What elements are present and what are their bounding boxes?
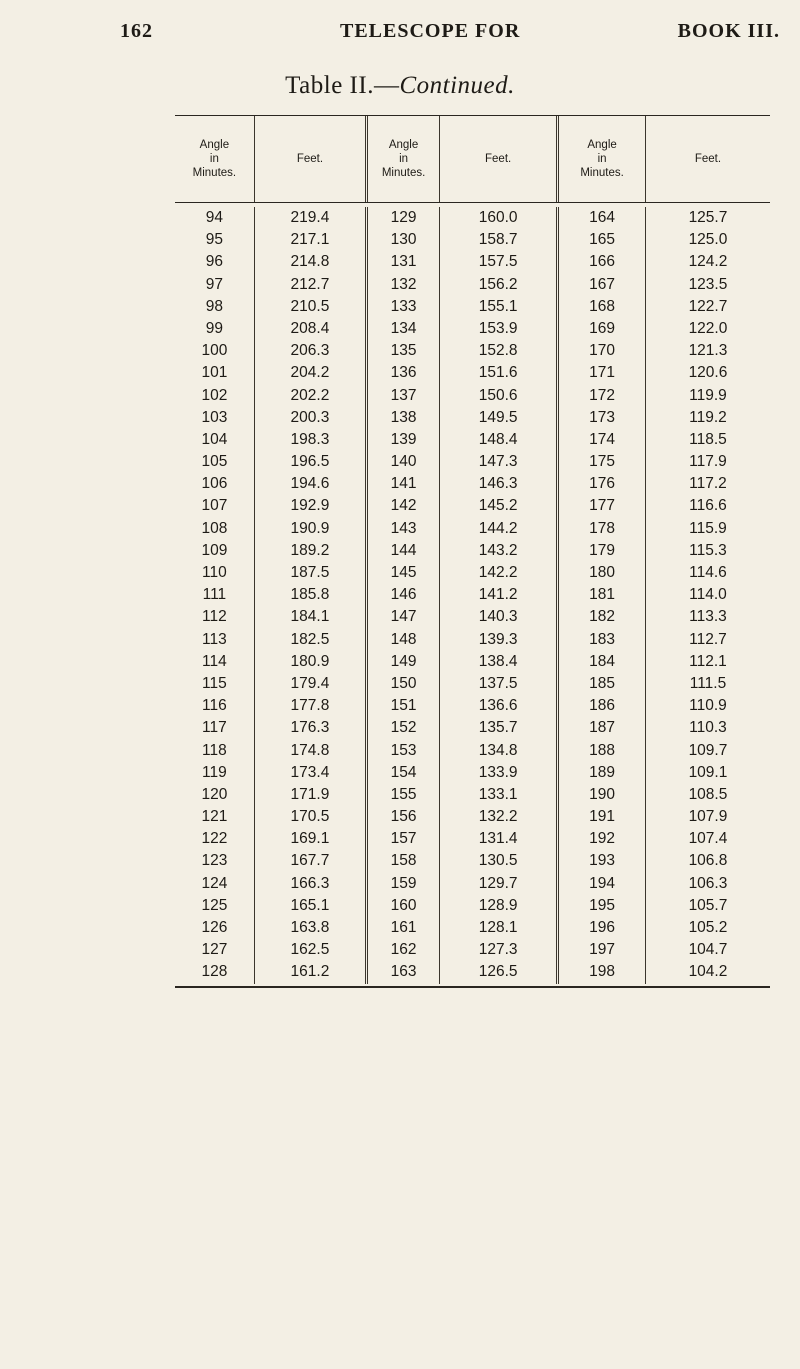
- cell-feet: 166.3: [255, 873, 368, 895]
- cell-angle: 198: [559, 961, 646, 983]
- cell-angle: 179: [559, 540, 646, 562]
- cell-feet: 150.6: [440, 385, 559, 407]
- cell-angle: 144: [368, 540, 440, 562]
- table-row: [175, 207, 770, 229]
- cell-feet: 204.2: [255, 362, 368, 384]
- cell-angle: 121: [175, 806, 255, 828]
- cell-angle: 153: [368, 740, 440, 762]
- cell-feet: 176.3: [255, 717, 368, 739]
- table-row: [175, 784, 770, 806]
- cell-feet: 202.2: [255, 385, 368, 407]
- cell-angle: 105: [175, 451, 255, 473]
- cell-angle: 141: [368, 473, 440, 495]
- cell-angle: 151: [368, 695, 440, 717]
- cell-angle: 101: [175, 362, 255, 384]
- table-row: [175, 495, 770, 517]
- cell-angle: 102: [175, 385, 255, 407]
- cell-feet: 179.4: [255, 673, 368, 695]
- cell-feet: 133.9: [440, 762, 559, 784]
- cell-feet: 122.7: [688, 297, 728, 315]
- cell-feet: 135.7: [440, 717, 559, 739]
- cell-angle: 192: [559, 828, 646, 850]
- cell-angle: 168: [559, 296, 646, 318]
- cell-angle: 111: [175, 584, 255, 606]
- cell-feet: 151.6: [440, 362, 559, 384]
- cell-feet: 109.7: [688, 741, 728, 759]
- table-row: [175, 917, 770, 939]
- cell-feet: 217.1: [255, 229, 368, 251]
- table-row: [175, 895, 770, 917]
- cell-angle: 120: [175, 784, 255, 806]
- cell-feet: 182.5: [255, 629, 368, 651]
- header-feet-1: [255, 116, 368, 202]
- header-text: Angle: [199, 139, 230, 151]
- cell-feet: 161.2: [255, 961, 368, 983]
- running-head: [120, 20, 780, 50]
- cell-feet: 125.7: [688, 209, 728, 226]
- cell-angle: 166: [559, 251, 646, 273]
- cell-feet: 133.1: [440, 784, 559, 806]
- table-row: [175, 695, 770, 717]
- cell-feet: 123.5: [688, 275, 728, 293]
- cell-feet: 169.1: [255, 828, 368, 850]
- cell-angle: 103: [175, 407, 255, 429]
- cell-angle: 99: [175, 318, 255, 340]
- table-row: [175, 584, 770, 606]
- cell-angle: 96: [175, 251, 255, 273]
- cell-angle: 131: [368, 251, 440, 273]
- cell-angle: 156: [368, 806, 440, 828]
- cell-feet: 126.5: [440, 961, 559, 983]
- cell-feet: 104.7: [688, 941, 728, 959]
- table-title-label: Table II.—: [285, 72, 400, 99]
- cell-angle: 185: [559, 673, 646, 695]
- cell-angle: 158: [368, 850, 440, 872]
- cell-feet: 111.5: [689, 674, 727, 692]
- table-row: [175, 362, 770, 384]
- cell-feet: 170.5: [255, 806, 368, 828]
- cell-angle: 184: [559, 651, 646, 673]
- table-title-continued: Continued.: [399, 72, 515, 99]
- cell-feet: 210.5: [255, 296, 368, 318]
- cell-angle: 172: [559, 385, 646, 407]
- cell-angle: 193: [559, 850, 646, 872]
- cell-angle: 150: [368, 673, 440, 695]
- table-row: [175, 961, 770, 983]
- cell-angle: 110: [175, 562, 255, 584]
- cell-angle: 112: [175, 606, 255, 628]
- cell-feet: 190.9: [255, 518, 368, 540]
- cell-feet: 160.0: [440, 207, 559, 229]
- cell-feet: 167.7: [255, 850, 368, 872]
- header-text: Minutes.: [381, 167, 426, 179]
- table-row: [175, 274, 770, 296]
- table-row: [175, 451, 770, 473]
- cell-feet: 147.3: [440, 451, 559, 473]
- header-text: in: [209, 153, 219, 165]
- cell-angle: 180: [559, 562, 646, 584]
- cell-feet: 185.8: [255, 584, 368, 606]
- cell-feet: 143.2: [440, 540, 559, 562]
- table-row: [175, 518, 770, 540]
- header-text: in: [597, 153, 607, 165]
- table-row: [175, 562, 770, 584]
- cell-angle: 195: [559, 895, 646, 917]
- cell-angle: 94: [175, 207, 255, 229]
- table-row: [175, 651, 770, 673]
- cell-feet: 184.1: [255, 606, 368, 628]
- cell-angle: 98: [175, 296, 255, 318]
- cell-angle: 128: [175, 961, 255, 983]
- cell-feet: 114.0: [689, 586, 727, 604]
- cell-feet: 146.3: [440, 473, 559, 495]
- cell-feet: 128.9: [440, 895, 559, 917]
- header-feet-2: [440, 116, 559, 202]
- cell-angle: 97: [175, 274, 255, 296]
- cell-angle: 145: [368, 562, 440, 584]
- cell-angle: 164: [559, 207, 646, 229]
- table-row: [175, 429, 770, 451]
- cell-angle: 188: [559, 740, 646, 762]
- cell-feet: 117.9: [689, 453, 727, 471]
- cell-angle: 181: [559, 584, 646, 606]
- cell-feet: 174.8: [255, 740, 368, 762]
- cell-angle: 176: [559, 473, 646, 495]
- cell-angle: 197: [559, 939, 646, 961]
- cell-angle: 162: [368, 939, 440, 961]
- cell-angle: 146: [368, 584, 440, 606]
- cell-angle: 194: [559, 873, 646, 895]
- cell-feet: 116.6: [689, 497, 727, 515]
- cell-angle: 187: [559, 717, 646, 739]
- cell-feet: 120.6: [688, 364, 728, 382]
- cell-angle: 170: [559, 340, 646, 362]
- table-row: [175, 873, 770, 895]
- table-title: [0, 72, 800, 100]
- cell-angle: 183: [559, 629, 646, 651]
- cell-angle: 127: [175, 939, 255, 961]
- cell-angle: 117: [175, 717, 255, 739]
- cell-feet: 127.3: [440, 939, 559, 961]
- cell-angle: 190: [559, 784, 646, 806]
- cell-feet: 128.1: [440, 917, 559, 939]
- cell-feet: 219.4: [255, 207, 368, 229]
- cell-angle: 157: [368, 828, 440, 850]
- cell-feet: 125.0: [688, 231, 728, 249]
- cell-angle: 114: [175, 651, 255, 673]
- table-row: [175, 296, 770, 318]
- cell-feet: 107.4: [688, 830, 728, 848]
- cell-angle: 177: [559, 495, 646, 517]
- header-text: Minutes.: [580, 167, 624, 179]
- table-row: [175, 229, 770, 251]
- header-text: Feet.: [694, 153, 722, 165]
- cell-feet: 130.5: [440, 850, 559, 872]
- cell-feet: 171.9: [255, 784, 368, 806]
- cell-feet: 196.5: [255, 451, 368, 473]
- header-text: in: [399, 153, 409, 165]
- cell-angle: 125: [175, 895, 255, 917]
- cell-feet: 112.7: [689, 630, 727, 648]
- cell-feet: 112.1: [689, 652, 727, 670]
- cell-angle: 142: [368, 495, 440, 517]
- cell-feet: 113.3: [689, 608, 727, 626]
- cell-feet: 104.2: [688, 963, 728, 981]
- page-number: 162: [120, 20, 153, 42]
- header-text: Angle: [587, 139, 617, 151]
- cell-angle: 138: [368, 407, 440, 429]
- cell-feet: 131.4: [440, 828, 559, 850]
- cell-angle: 95: [175, 229, 255, 251]
- cell-angle: 136: [368, 362, 440, 384]
- cell-angle: 122: [175, 828, 255, 850]
- cell-angle: 147: [368, 606, 440, 628]
- cell-feet: 129.7: [440, 873, 559, 895]
- cell-feet: 142.2: [440, 562, 559, 584]
- cell-feet: 106.8: [688, 852, 728, 870]
- cell-feet: 108.5: [688, 785, 728, 803]
- cell-angle: 106: [175, 473, 255, 495]
- cell-feet: 212.7: [255, 274, 368, 296]
- cell-feet: 119.9: [689, 386, 727, 404]
- cell-feet: 189.2: [255, 540, 368, 562]
- cell-angle: 196: [559, 917, 646, 939]
- cell-angle: 148: [368, 629, 440, 651]
- cell-feet: 121.3: [688, 342, 728, 360]
- table-row: [175, 762, 770, 784]
- cell-feet: 140.3: [440, 606, 559, 628]
- header-text: Angle: [388, 139, 419, 151]
- cell-feet: 187.5: [255, 562, 368, 584]
- cell-feet: 177.8: [255, 695, 368, 717]
- cell-angle: 175: [559, 451, 646, 473]
- cell-feet: 156.2: [440, 274, 559, 296]
- cell-feet: 107.9: [688, 808, 728, 826]
- header-angle-3: [559, 116, 646, 202]
- cell-feet: 149.5: [440, 407, 559, 429]
- cell-feet: 134.8: [440, 740, 559, 762]
- cell-feet: 163.8: [255, 917, 368, 939]
- cell-feet: 114.6: [689, 564, 727, 581]
- cell-angle: 169: [559, 318, 646, 340]
- table-row: [175, 606, 770, 628]
- table-row: [175, 340, 770, 362]
- data-table: [175, 115, 770, 988]
- cell-angle: 191: [559, 806, 646, 828]
- cell-feet: 208.4: [255, 318, 368, 340]
- cell-angle: 182: [559, 606, 646, 628]
- table-row: [175, 740, 770, 762]
- cell-angle: 118: [175, 740, 255, 762]
- cell-feet: 144.2: [440, 518, 559, 540]
- cell-feet: 192.9: [255, 495, 368, 517]
- cell-feet: 155.1: [440, 296, 559, 318]
- table-row: [175, 806, 770, 828]
- cell-angle: 149: [368, 651, 440, 673]
- cell-angle: 123: [175, 850, 255, 872]
- cell-feet: 119.2: [689, 408, 727, 426]
- table-row: [175, 673, 770, 695]
- cell-angle: 137: [368, 385, 440, 407]
- running-title: TELESCOPE FOR: [340, 20, 521, 42]
- cell-angle: 143: [368, 518, 440, 540]
- cell-angle: 133: [368, 296, 440, 318]
- cell-angle: 132: [368, 274, 440, 296]
- cell-angle: 130: [368, 229, 440, 251]
- header-text: Feet.: [296, 153, 324, 165]
- cell-angle: 100: [175, 340, 255, 362]
- table-row: [175, 828, 770, 850]
- table-body: [175, 203, 770, 986]
- cell-angle: 107: [175, 495, 255, 517]
- cell-angle: 161: [368, 917, 440, 939]
- cell-angle: 126: [175, 917, 255, 939]
- table-row: [175, 385, 770, 407]
- cell-feet: 194.6: [255, 473, 368, 495]
- cell-feet: 105.2: [688, 919, 728, 936]
- cell-feet: 136.6: [440, 695, 559, 717]
- cell-feet: 145.2: [440, 495, 559, 517]
- cell-angle: 174: [559, 429, 646, 451]
- cell-angle: 113: [175, 629, 255, 651]
- cell-feet: 148.4: [440, 429, 559, 451]
- table-row: [175, 318, 770, 340]
- table-row: [175, 850, 770, 872]
- cell-angle: 165: [559, 229, 646, 251]
- cell-angle: 178: [559, 518, 646, 540]
- cell-feet: 105.7: [688, 896, 728, 914]
- cell-angle: 116: [175, 695, 255, 717]
- cell-feet: 158.7: [440, 229, 559, 251]
- cell-feet: 110.9: [689, 697, 727, 715]
- cell-feet: 106.3: [688, 874, 728, 892]
- header-text: Minutes.: [192, 167, 237, 179]
- table-row: [175, 251, 770, 273]
- cell-angle: 129: [368, 207, 440, 229]
- header-text: Feet.: [485, 153, 512, 165]
- cell-feet: 115.3: [689, 541, 727, 559]
- cell-angle: 163: [368, 961, 440, 983]
- table-row: [175, 407, 770, 429]
- cell-feet: 157.5: [440, 251, 559, 273]
- cell-angle: 154: [368, 762, 440, 784]
- cell-feet: 200.3: [255, 407, 368, 429]
- cell-angle: 109: [175, 540, 255, 562]
- cell-feet: 132.2: [440, 806, 559, 828]
- cell-feet: 198.3: [255, 429, 368, 451]
- cell-feet: 152.8: [440, 340, 559, 362]
- cell-angle: 124: [175, 873, 255, 895]
- header-angle-2: [368, 116, 440, 202]
- cell-feet: 214.8: [255, 251, 368, 273]
- cell-angle: 159: [368, 873, 440, 895]
- cell-feet: 117.2: [689, 475, 727, 493]
- cell-feet: 122.0: [688, 319, 728, 337]
- cell-angle: 167: [559, 274, 646, 296]
- cell-feet: 124.2: [688, 253, 728, 271]
- cell-angle: 171: [559, 362, 646, 384]
- table-row: [175, 540, 770, 562]
- cell-angle: 173: [559, 407, 646, 429]
- cell-angle: 135: [368, 340, 440, 362]
- cell-angle: 189: [559, 762, 646, 784]
- cell-feet: 110.3: [689, 719, 727, 737]
- header-angle-1: [175, 116, 255, 202]
- cell-angle: 186: [559, 695, 646, 717]
- cell-angle: 160: [368, 895, 440, 917]
- table-row: [175, 939, 770, 961]
- table-row: [175, 717, 770, 739]
- table-row: [175, 629, 770, 651]
- cell-angle: 134: [368, 318, 440, 340]
- cell-feet: 141.2: [440, 584, 559, 606]
- cell-feet: 173.4: [255, 762, 368, 784]
- book-label: BOOK III.: [677, 20, 780, 42]
- cell-angle: 152: [368, 717, 440, 739]
- cell-angle: 119: [175, 762, 255, 784]
- table-header: [175, 116, 770, 203]
- cell-angle: 115: [175, 673, 255, 695]
- cell-angle: 155: [368, 784, 440, 806]
- cell-angle: 108: [175, 518, 255, 540]
- cell-feet: 162.5: [255, 939, 368, 961]
- cell-feet: 138.4: [440, 651, 559, 673]
- cell-angle: 104: [175, 429, 255, 451]
- cell-feet: 139.3: [440, 629, 559, 651]
- table-row: [175, 473, 770, 495]
- cell-feet: 137.5: [440, 673, 559, 695]
- cell-angle: 140: [368, 451, 440, 473]
- cell-feet: 180.9: [255, 651, 368, 673]
- cell-angle: 139: [368, 429, 440, 451]
- cell-feet: 206.3: [255, 340, 368, 362]
- cell-feet: 115.9: [689, 519, 727, 537]
- cell-feet: 109.1: [688, 763, 728, 781]
- header-feet-3: [646, 116, 770, 202]
- cell-feet: 165.1: [255, 895, 368, 917]
- cell-feet: 118.5: [689, 430, 727, 448]
- cell-feet: 153.9: [440, 318, 559, 340]
